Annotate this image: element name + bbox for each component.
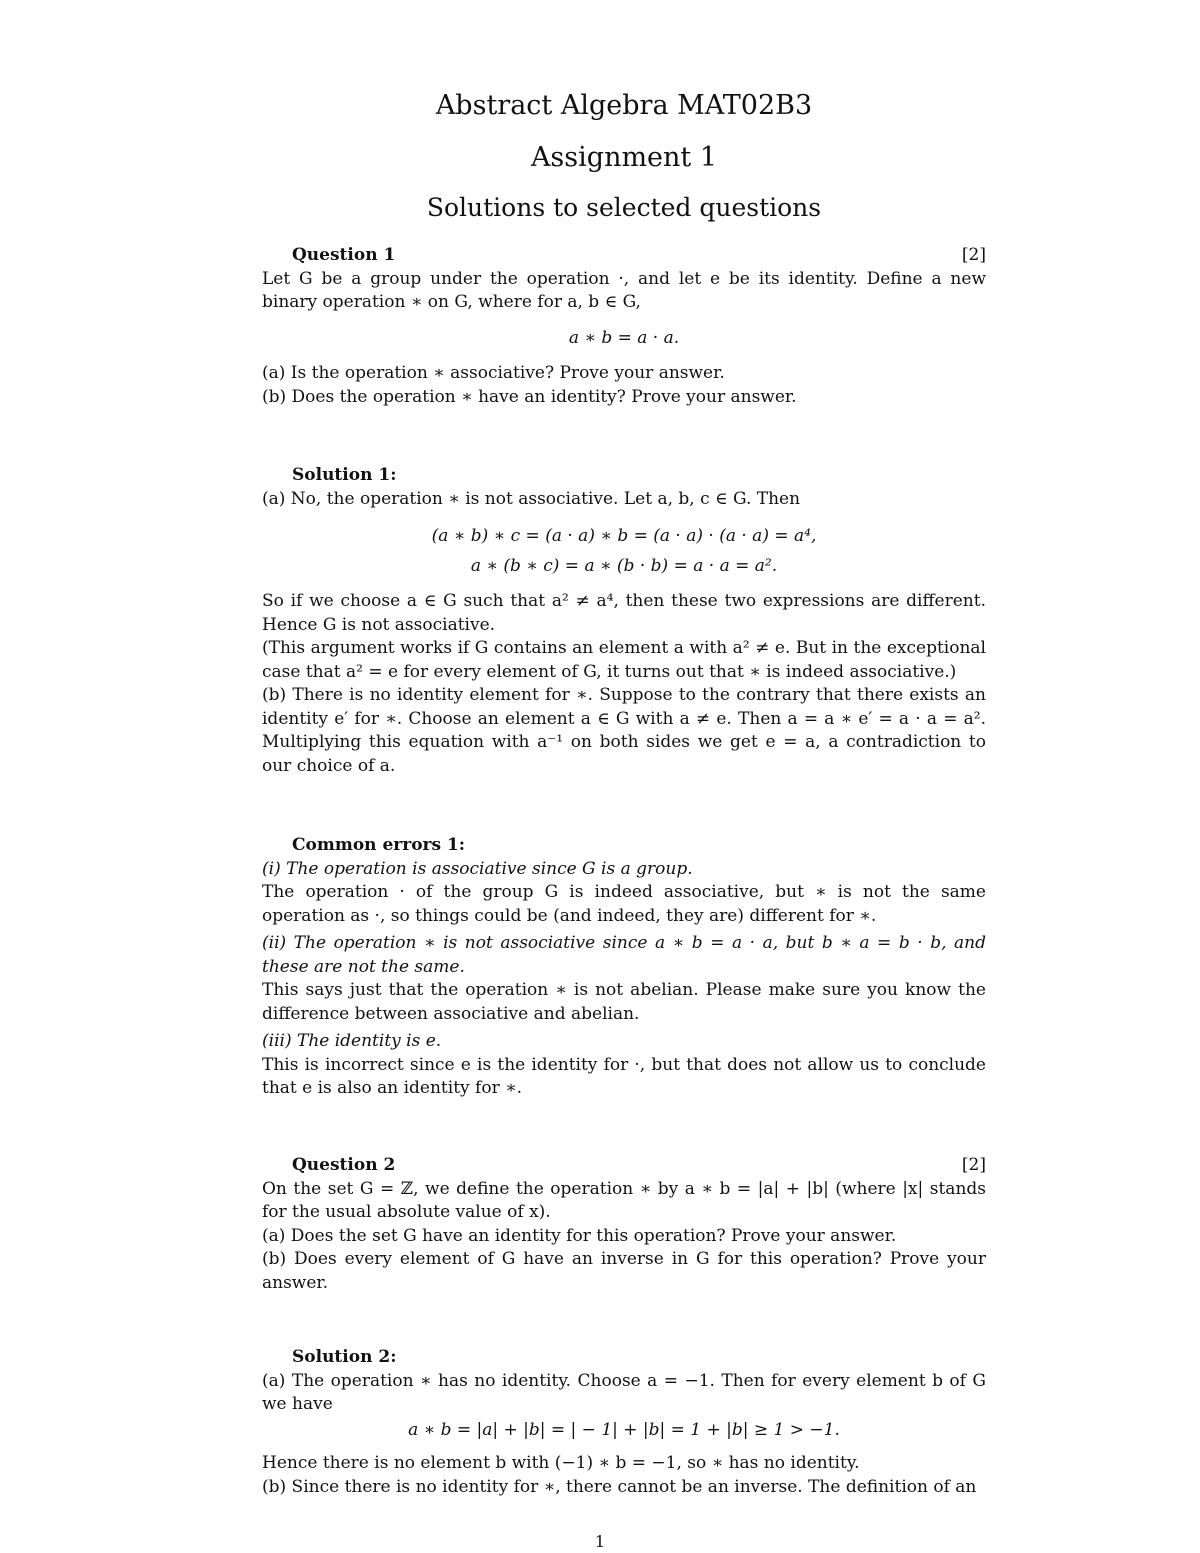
solution-2 <box>262 1346 986 1499</box>
solution-1-equation-2: a ∗ (b ∗ c) = a ∗ (b · b) = a · a = a². <box>470 555 778 576</box>
solution-2-heading: Solution 2: <box>292 1347 397 1367</box>
question-1-part-a: (a) Is the operation ∗ associative? Prove your answer. <box>262 363 725 383</box>
document-subtitle: Assignment 1 <box>530 142 718 173</box>
question-2-text: On the set G = ℤ, we define the operation ∗ by a ∗ b = |a| + |b| (where |x| stands for the usual absolute value of x). <box>262 1178 986 1222</box>
question-1-equation: a ∗ b = a · a. <box>568 327 680 348</box>
question-2-part-b: (b) Does every element of G have an inverse in G for this operation? Prove your answer. <box>262 1249 986 1293</box>
common-error-3-statement: (iii) The identity is e. <box>262 1031 442 1051</box>
question-1-heading: Question 1 <box>292 245 396 265</box>
common-errors-1-heading: Common errors 1: <box>292 835 466 855</box>
solution-2-paragraph-2: Hence there is no element b with (−1) ∗ b = −1, so ∗ has no identity. <box>262 1453 860 1473</box>
solution-1-heading: Solution 1: <box>292 465 397 485</box>
page-number: 1 <box>594 1532 606 1551</box>
solution-1-paragraph-2: (This argument works if G contains an element a with a² ≠ e. But in the exceptional case that a² = e for every element of G, it turns out that ∗ is indeed associative.) <box>262 638 986 682</box>
common-error-2-statement: (ii) The operation ∗ is not associative since a ∗ b = a · a, but b ∗ a = b · b, and these are not the same. <box>262 933 986 977</box>
solution-1-equation-1: (a ∗ b) ∗ c = (a · a) ∗ b = (a · a) · (a · a) = a⁴, <box>431 526 817 546</box>
solution-1-paragraph-3: (b) There is no identity element for ∗. Suppose to the contrary that there exists an identity e′ for ∗. Choose an element a ∈ G with a ≠ e. Then a = a ∗ e′ = a · a = a². Multiplying this equation with a⁻¹ on both sides we get e = a, a contradiction to our choice of a. <box>262 685 986 776</box>
question-2-heading: Question 2 <box>292 1155 396 1175</box>
question-2 <box>262 1154 986 1295</box>
question-2-marks: [2] <box>961 1155 986 1175</box>
solution-2-paragraph-1: (a) The operation ∗ has no identity. Choose a = −1. Then for every element b of G we have <box>262 1370 986 1414</box>
solution-2-equation: a ∗ b = |a| + |b| = | − 1| + |b| = 1 + |b| ≥ 1 > −1. <box>408 1419 840 1440</box>
solution-2-paragraph-3: (b) Since there is no identity for ∗, there cannot be an inverse. The definition of an <box>262 1476 977 1497</box>
solution-1-intro: (a) No, the operation ∗ is not associative. Let a, b, c ∈ G. Then <box>262 488 801 509</box>
solution-1 <box>262 464 986 778</box>
common-error-2-explanation: This says just that the operation ∗ is not abelian. Please make sure you know the difference between associative and abelian. <box>262 980 986 1024</box>
question-1 <box>262 244 986 409</box>
document-subheading: Solutions to selected questions <box>426 193 822 222</box>
question-1-part-b: (b) Does the operation ∗ have an identity? Prove your answer. <box>262 386 797 407</box>
question-1-marks: [2] <box>961 245 986 265</box>
document-title: Abstract Algebra MAT02B3 <box>435 90 813 121</box>
solution-1-paragraph-1: So if we choose a ∈ G such that a² ≠ a⁴, then these two expressions are different. Hence G is not associative. <box>262 591 986 635</box>
common-error-3-explanation: This is incorrect since e is the identity for ·, but that does not allow us to conclude that e is also an identity for ∗. <box>262 1054 986 1098</box>
common-errors-1 <box>262 834 986 1101</box>
question-1-text: Let G be a group under the operation ·, and let e be its identity. Define a new binary operation ∗ on G, where for a, b ∈ G, <box>262 268 986 312</box>
question-2-part-a: (a) Does the set G have an identity for this operation? Prove your answer. <box>262 1225 897 1246</box>
common-error-1-explanation: The operation · of the group G is indeed associative, but ∗ is not the same operation as ·, so things could be (and indeed, they are) different for ∗. <box>262 882 986 926</box>
common-error-1-statement: (i) The operation is associative since G is a group. <box>262 858 693 879</box>
